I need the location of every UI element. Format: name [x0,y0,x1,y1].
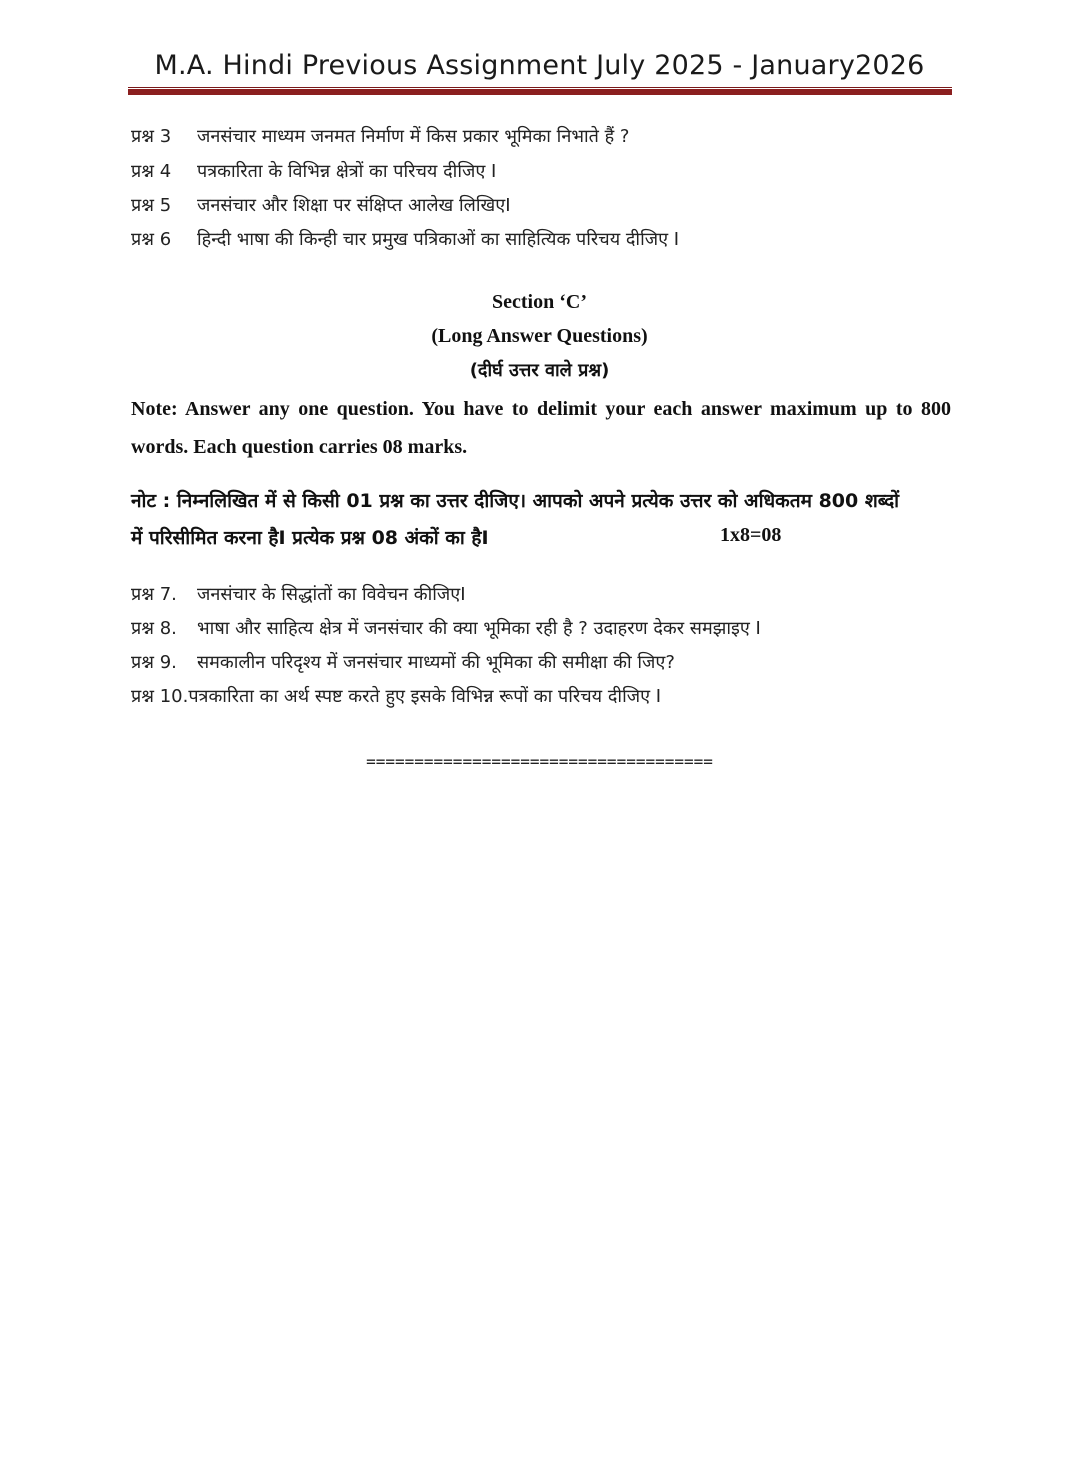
question-number: प्रश्न 7. [131,584,177,605]
question-number: प्रश्न 9. [131,652,177,673]
section-c-subtitle-hi: (दीर्घ उत्तर वाले प्रश्न) [469,360,610,381]
question-text: जनसंचार माध्यम जनमत निर्माण में किस प्रकार भूमिका निभाते हैं ? [197,126,630,147]
question-number: प्रश्न 6 [131,229,172,250]
question-text: जनसंचार के सिद्धांतों का विवेचन कीजिएI [197,584,466,605]
note-english: Note: Answer any one question. You have to delimit your each answer maximum up to 800 words. Each question carries 08 marks. [131,398,951,458]
question-number: प्रश्न 3 [131,126,172,147]
marks-allocation: 1x8=08 [720,524,782,546]
section-c-subtitle-en: (Long Answer Questions) [431,325,648,347]
question-9 [131,650,675,674]
question-text: पत्रकारिता के विभिन्न क्षेत्रों का परिचय दीजिए I [197,161,497,182]
question-4 [131,159,496,183]
question-6 [131,227,679,251]
page-header-title: M.A. Hindi Previous Assignment July 2025 - January2026 [154,50,925,81]
question-10 [131,684,661,708]
note-hindi-line-2: में परिसीमित करना हैI प्रत्येक प्रश्न 08 अंकों का हैI [131,527,489,549]
question-number: प्रश्न 5 [131,195,172,216]
question-8 [131,616,761,640]
question-5 [131,193,511,217]
question-text: समकालीन परिदृश्य में जनसंचार माध्यमों की भूमिका की समीक्षा की जिए? [197,652,675,673]
question-number: प्रश्न 4 [131,161,172,182]
question-number: प्रश्न 10. [131,686,189,707]
question-7 [131,582,466,606]
question-text: भाषा और साहित्य क्षेत्र में जनसंचार की क्या भूमिका रही है ? उदाहरण देकर समझाइए I [197,618,761,639]
header-rule-thick [128,89,952,95]
question-3 [131,124,629,148]
section-c-title: Section ‘C’ [492,291,587,313]
end-divider: ==================================== [366,752,713,771]
question-text: पत्रकारिता का अर्थ स्पष्ट करते हुए इसके विभिन्न रूपों का परिचय दीजिए I [188,686,662,707]
header-rule-thin [128,87,952,88]
question-number: प्रश्न 8. [131,618,177,639]
question-text: हिन्दी भाषा की किन्ही चार प्रमुख पत्रिकाओं का साहित्यिक परिचय दीजिए I [197,229,680,250]
question-text: जनसंचार और शिक्षा पर संक्षिप्त आलेख लिखिएI [197,195,511,216]
note-hindi-line-1: नोट : निम्नलिखित में से किसी 01 प्रश्न का उत्तर दीजिए। आपको अपने प्रत्येक उत्तर को अधिकतम 800 शब्दों [131,490,900,512]
